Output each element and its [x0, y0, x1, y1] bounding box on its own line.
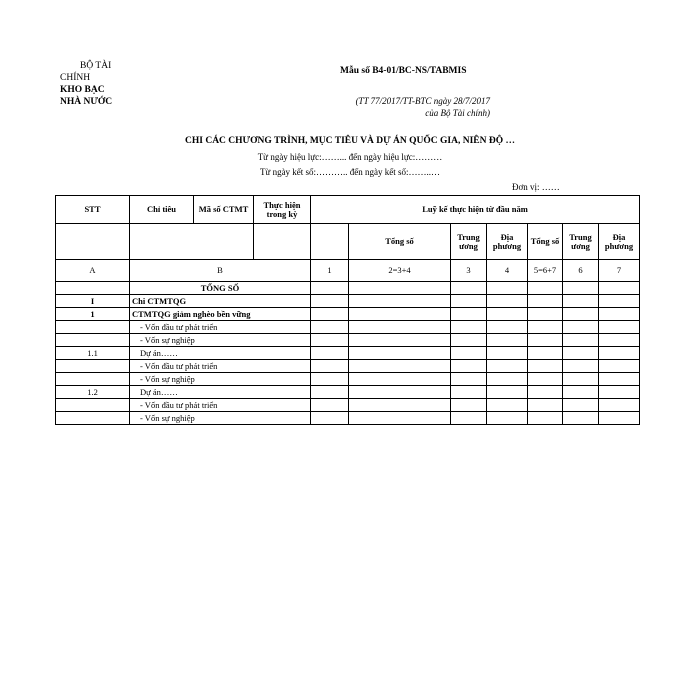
row-label: - Vốn đầu tư phát triển — [130, 321, 311, 334]
code-b: B — [130, 260, 311, 282]
table-row — [56, 399, 640, 412]
header-dia-phuong-2: Địa phương — [599, 224, 640, 260]
code-7: 7 — [599, 260, 640, 282]
column-code-row — [56, 260, 640, 282]
header-row-2 — [56, 224, 640, 260]
table-row — [56, 412, 640, 425]
org-line-4: NHÀ NƯỚC — [60, 97, 113, 107]
form-code: Mẫu số B4-01/BC-NS/TABMIS — [340, 66, 467, 76]
header-stt: STT — [56, 196, 130, 224]
circular-line-2: của Bộ Tài chính) — [425, 108, 490, 118]
org-line-1: BỘ TÀI — [80, 61, 112, 71]
issuing-organization — [60, 60, 112, 108]
table-row — [56, 347, 640, 360]
header-tong-so: Tổng số — [349, 224, 451, 260]
table-row — [56, 282, 640, 295]
row-label: Dự án…… — [130, 347, 311, 360]
header-ma-so: Mã số CTMT — [194, 196, 254, 224]
circular-line-1: (TT 77/2017/TT-BTC ngày 28/7/2017 — [355, 96, 490, 106]
row-label: CTMTQG giảm nghèo bền vững — [130, 308, 311, 321]
table-row — [56, 321, 640, 334]
table-row — [56, 373, 640, 386]
row-stt: 1 — [56, 308, 130, 321]
unit-label: Đơn vị: …… — [512, 182, 560, 192]
code-1: 1 — [311, 260, 349, 282]
header-trung-uong-2: Trung ương — [563, 224, 599, 260]
header-dia-phuong: Địa phương — [487, 224, 528, 260]
table-row — [56, 308, 640, 321]
header-luy-ke: Luỹ kế thực hiện từ đầu năm — [311, 196, 640, 224]
report-table — [55, 195, 640, 425]
row-label: - Vốn sự nghiệp — [130, 334, 311, 347]
circular-reference — [330, 95, 490, 119]
header-tong-so-2: Tổng số — [528, 224, 563, 260]
header-chi-tieu: Chỉ tiêu — [130, 196, 194, 224]
code-3: 3 — [451, 260, 487, 282]
code-a: A — [56, 260, 130, 282]
header-trung-uong: Trung ương — [451, 224, 487, 260]
org-line-3: KHO BẠC — [60, 85, 105, 95]
effective-date-range: Từ ngày hiệu lực:……... đến ngày hiệu lực:……… — [257, 152, 443, 162]
row-label: - Vốn sự nghiệp — [130, 412, 311, 425]
code-4: 4 — [487, 260, 528, 282]
org-line-2: CHÍNH — [60, 73, 91, 83]
code-2: 2=3+4 — [349, 260, 451, 282]
settlement-date-range: Từ ngày kết số:……….. đến ngày kết số:……..… — [259, 167, 441, 177]
row-stt: 1.2 — [56, 386, 130, 399]
code-6: 6 — [563, 260, 599, 282]
row-label: Chi CTMTQG — [130, 295, 311, 308]
row-label: - Vốn sự nghiệp — [130, 373, 311, 386]
row-label: - Vốn đầu tư phát triển — [130, 360, 311, 373]
table-row — [56, 360, 640, 373]
header-thuc-hien: Thực hiện trong kỳ — [254, 196, 311, 224]
report-title: CHI CÁC CHƯƠNG TRÌNH, MỤC TIÊU VÀ DỰ ÁN QUỐC GIA, NIÊN ĐỘ … — [185, 136, 515, 146]
table-row — [56, 295, 640, 308]
table-row — [56, 334, 640, 347]
row-label: Dự án…… — [130, 386, 311, 399]
header-row-1 — [56, 196, 640, 224]
code-5: 5=6+7 — [528, 260, 563, 282]
row-stt: I — [56, 295, 130, 308]
row-label: - Vốn đầu tư phát triển — [130, 399, 311, 412]
table-row — [56, 386, 640, 399]
row-label: TỔNG SỐ — [130, 282, 311, 295]
row-stt: 1.1 — [56, 347, 130, 360]
